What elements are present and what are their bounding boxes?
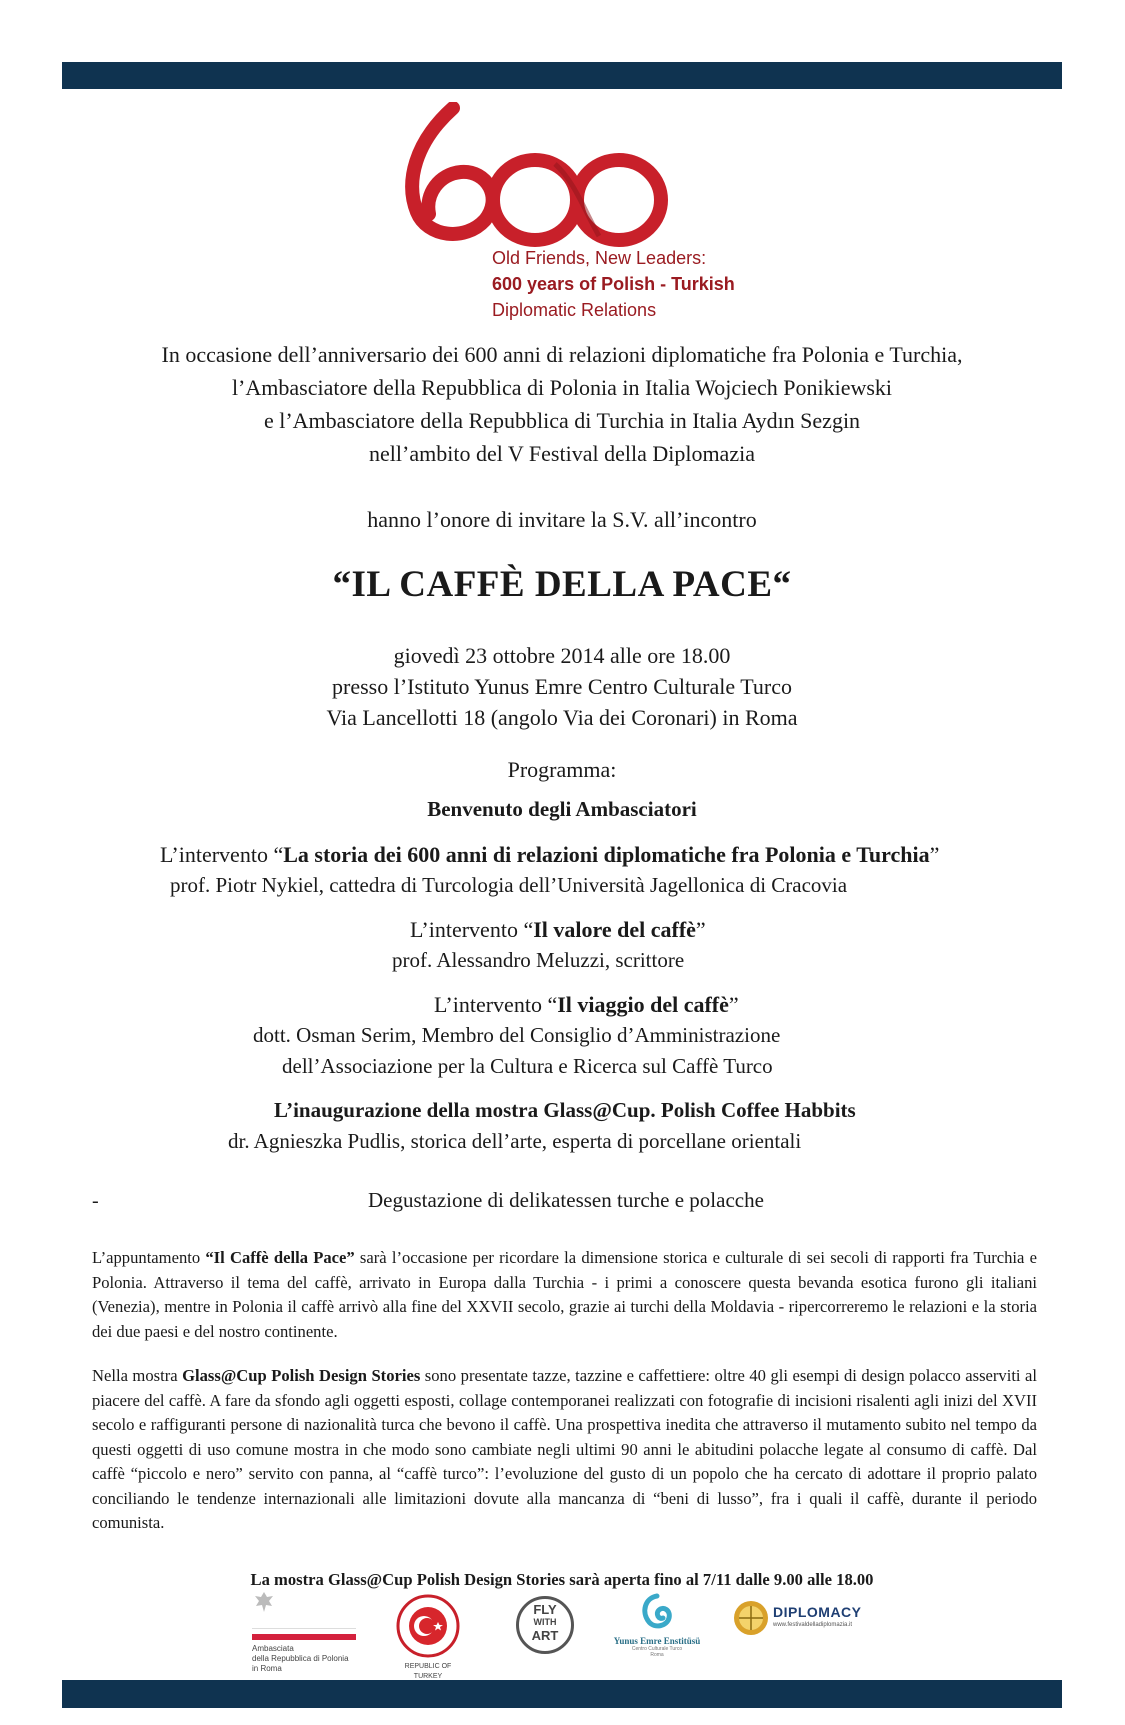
yunus-sub: Centro Culturale Turco [631, 1646, 683, 1652]
intro-text [62, 338, 1062, 470]
poland-line1: Ambasciata [252, 1644, 294, 1653]
talk3-title: Il viaggio del caffè [557, 992, 729, 1017]
talk1-title: La storia dei 600 anni di relazioni diplomatiche fra Polonia e Turchia [283, 842, 930, 867]
event-title: “IL CAFFÈ DELLA PACE“ [332, 564, 792, 605]
event-date: giovedì 23 ottobre 2014 alle ore 18.00 [393, 643, 731, 668]
talk2-title: Il valore del caffè [533, 917, 696, 942]
intro-line: l’Ambasciatore della Repubblica di Polonia in Italia Wojciech Ponikiewski [231, 375, 893, 400]
intro-line: In occasione dell’anniversario dei 600 anni di relazioni diplomatiche fra Polonia e Turchia, [161, 342, 963, 367]
talk1-speaker: prof. Piotr Nykiel, cattedra di Turcologia dell’Università Jagellonica di Cracovia [170, 873, 848, 897]
fly-line2: WITH [533, 1617, 557, 1627]
diplomacy-globe-icon [733, 1600, 769, 1636]
logo-six [412, 108, 492, 234]
event-details [62, 640, 1062, 733]
sponsor-logos [0, 1590, 1125, 1680]
turkish-embassy-seal-icon [396, 1594, 460, 1658]
diplomacy-url: www.festivaldelladiplomazia.it [773, 1622, 853, 1628]
600-anniversary-logo [395, 102, 670, 262]
paragraph-1: L’appuntamento “Il Caffè della Pace” sarà l’occasione per ricordare la dimensione storica e culturale di sei secoli di rapporti fra Turchia e Polonia. Attraverso il tema del caffè, arrivato in Europa dalla Turchia - i primi a conoscere questa bevanda esotica furono gli italiani (Venezia), mentre in Polonia il caffè arrivò alla fine del XXVII secolo, grazie ai turchi della Moldavia - ripercorreremo le relazioni e la storia dei due paesi e del nostro continente. [92, 1248, 1037, 1341]
polish-embassy-logo [252, 1590, 362, 1673]
invite-text: hanno l’onore di invitare la S.V. all’incontro [367, 507, 757, 532]
event-venue: presso l’Istituto Yunus Emre Centro Culturale Turco [332, 674, 792, 699]
talk2-speaker: prof. Alessandro Meluzzi, scrittore [392, 948, 685, 972]
fly-line3: ART [531, 1628, 559, 1643]
talk3-speaker-org: dell’Associazione per la Cultura e Ricerca sul Caffè Turco [282, 1054, 773, 1078]
logo-zero-2 [577, 160, 661, 240]
bottom-bar [62, 1680, 1062, 1708]
program-label: Programma: [507, 757, 617, 782]
yunus-name: Yunus Emre Enstitüsü [613, 1636, 701, 1646]
talk1: L’intervento “La storia dei 600 anni di relazioni diplomatiche fra Polonia e Turchia” [160, 842, 940, 867]
poland-line2: della Repubblica di Polonia [252, 1654, 349, 1663]
turkey-ring: REPUBLIC OF TURKEY [404, 1663, 452, 1680]
program-welcome: Benvenuto degli Ambasciatori [427, 797, 697, 821]
fly-with-art-logo [516, 1596, 574, 1654]
tagline-line1: Old Friends, New Leaders: [492, 248, 707, 268]
diplomacy-name: DIPLOMACY [773, 1604, 862, 1620]
polish-eagle-icon [252, 1590, 276, 1616]
yunus-emre-swirl-icon [637, 1592, 677, 1632]
intro-line: e l’Ambasciatore della Repubblica di Turchia in Italia Aydın Sezgin [263, 408, 861, 433]
event-address: Via Lancellotti 18 (angolo Via dei Coronari) in Roma [326, 705, 798, 730]
tagline-line3: Diplomatic Relations [492, 300, 657, 320]
poland-line3: in Roma [252, 1664, 282, 1673]
yunus-city: Roma [650, 1652, 664, 1658]
talk3: L’intervento “Il viaggio del caffè” [434, 992, 739, 1017]
paragraph-2: Nella mostra Glass@Cup Polish Design Stories sono presentate tazze, tazzine e caffettiere: oltre 40 gli esempi di design polacco asserviti al piacere del caffè. A fare da sfondo agli oggetti esposti, collage contemporanei realizzati con fotografie di incisioni risalenti agli inizi del XVII secolo e raffiguranti persone di nazionalità turca che bevono il caffè. Una prospettiva inedita che attraverso il mutamento subito nel tempo da questi oggetti di uso comune mostra in che modo sono cambiate negli ultimi 90 anni le abitudini polacche legate al consumo di caffè. Dal caffè “piccolo e nero” servito con panna, al “caffè turco”: l’evoluzione del gusto di un popolo che ha cercato di adottare il proprio palato conciliando le tendenze internazionali alle limitazioni dovute alla mancanza di “beni di lusso”, fra i quali il caffè, durante il periodo comunista. [92, 1366, 1038, 1532]
top-bar [62, 62, 1062, 89]
tasting-text: Degustazione di delikatessen turche e polacche [368, 1188, 764, 1212]
fly-line1: FLY [533, 1602, 557, 1617]
yunus-emre-logo [612, 1592, 702, 1666]
talk3-speaker: dott. Osman Serim, Membro del Consiglio d’Amministrazione [253, 1023, 781, 1047]
exhibit-title: L’inaugurazione della mostra Glass@Cup. Polish Coffee Habbits [274, 1098, 856, 1122]
intro-line: nell’ambito del V Festival della Diplomazia [369, 441, 755, 466]
diplomacy-festival-logo [733, 1600, 883, 1644]
turkish-embassy-logo [395, 1594, 461, 1680]
logo-tagline [492, 245, 735, 323]
exhibit-dates: La mostra Glass@Cup Polish Design Stories sarà aperta fino al 7/11 dalle 9.00 alle 18.00 [250, 1570, 874, 1589]
talk2: L’intervento “Il valore del caffè” [410, 917, 706, 942]
exhibit-speaker: dr. Agnieszka Pudlis, storica dell’arte, esperta di porcellane orientali [228, 1129, 802, 1153]
tagline-line2: 600 years of Polish - Turkish [492, 274, 735, 294]
list-dash: - [92, 1190, 99, 1212]
